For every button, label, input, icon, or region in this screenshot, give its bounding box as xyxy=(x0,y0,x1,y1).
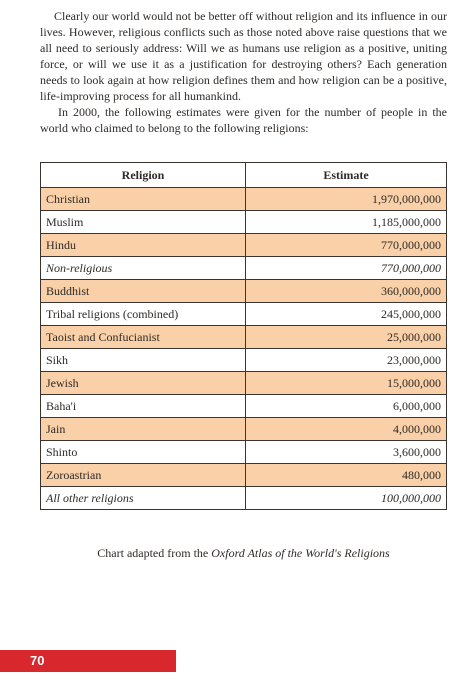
religion-cell: Shinto xyxy=(41,441,246,464)
page-number: 70 xyxy=(30,653,45,668)
religion-cell: All other religions xyxy=(41,487,246,510)
estimate-cell: 15,000,000 xyxy=(246,372,447,395)
caption-source: Oxford Atlas of the World's Religions xyxy=(211,546,390,560)
estimate-cell: 1,185,000,000 xyxy=(246,211,447,234)
estimate-cell: 770,000,000 xyxy=(246,257,447,280)
table-row xyxy=(41,395,447,418)
header-estimate: Estimate xyxy=(246,163,447,188)
estimate-cell: 245,000,000 xyxy=(246,303,447,326)
table-row xyxy=(41,280,447,303)
table-row xyxy=(41,257,447,280)
estimate-cell: 23,000,000 xyxy=(246,349,447,372)
table-row xyxy=(41,418,447,441)
table-row xyxy=(41,487,447,510)
religion-cell: Jain xyxy=(41,418,246,441)
estimate-cell: 6,000,000 xyxy=(246,395,447,418)
table-caption xyxy=(40,546,447,561)
table-row xyxy=(41,441,447,464)
paragraph-intro: Clearly our world would not be better off without religion and its influence in our lives. However, religious conflicts such as those noted above raise questions that we all need to seriously address: Will we as humans use religion as a positive, uniting force, or will we use it as a justification for destroying others? Each generation needs to look again at how religion defines them and how religion can be a positive, life-improving process for all humankind. xyxy=(40,9,447,103)
religion-cell: Hindu xyxy=(41,234,246,257)
estimate-cell: 4,000,000 xyxy=(246,418,447,441)
religion-cell: Tribal religions (combined) xyxy=(41,303,246,326)
table-row xyxy=(41,464,447,487)
estimate-cell: 1,970,000,000 xyxy=(246,188,447,211)
estimate-cell: 770,000,000 xyxy=(246,234,447,257)
religion-cell: Baha'i xyxy=(41,395,246,418)
religion-cell: Buddhist xyxy=(41,280,246,303)
religion-cell: Jewish xyxy=(41,372,246,395)
body-text xyxy=(40,8,447,136)
estimate-cell: 3,600,000 xyxy=(246,441,447,464)
paragraph-estimates: In 2000, the following estimates were given for the number of people in the world who claimed to belong to the following religions: xyxy=(40,105,447,135)
religion-cell: Sikh xyxy=(41,349,246,372)
table-row xyxy=(41,234,447,257)
estimate-cell: 480,000 xyxy=(246,464,447,487)
table-row xyxy=(41,326,447,349)
header-religion: Religion xyxy=(41,163,246,188)
table-row xyxy=(41,303,447,326)
religion-estimates-table xyxy=(40,162,447,510)
table-row xyxy=(41,188,447,211)
table-row xyxy=(41,372,447,395)
table-row xyxy=(41,349,447,372)
estimate-cell: 100,000,000 xyxy=(246,487,447,510)
estimate-cell: 360,000,000 xyxy=(246,280,447,303)
religion-cell: Taoist and Confucianist xyxy=(41,326,246,349)
religion-cell: Muslim xyxy=(41,211,246,234)
caption-prefix: Chart adapted from the xyxy=(97,546,212,560)
table-header-row xyxy=(41,163,447,188)
religion-cell: Non-religious xyxy=(41,257,246,280)
religion-cell: Zoroastrian xyxy=(41,464,246,487)
estimate-cell: 25,000,000 xyxy=(246,326,447,349)
page-number-bar xyxy=(0,650,176,672)
table-row xyxy=(41,211,447,234)
religion-cell: Christian xyxy=(41,188,246,211)
